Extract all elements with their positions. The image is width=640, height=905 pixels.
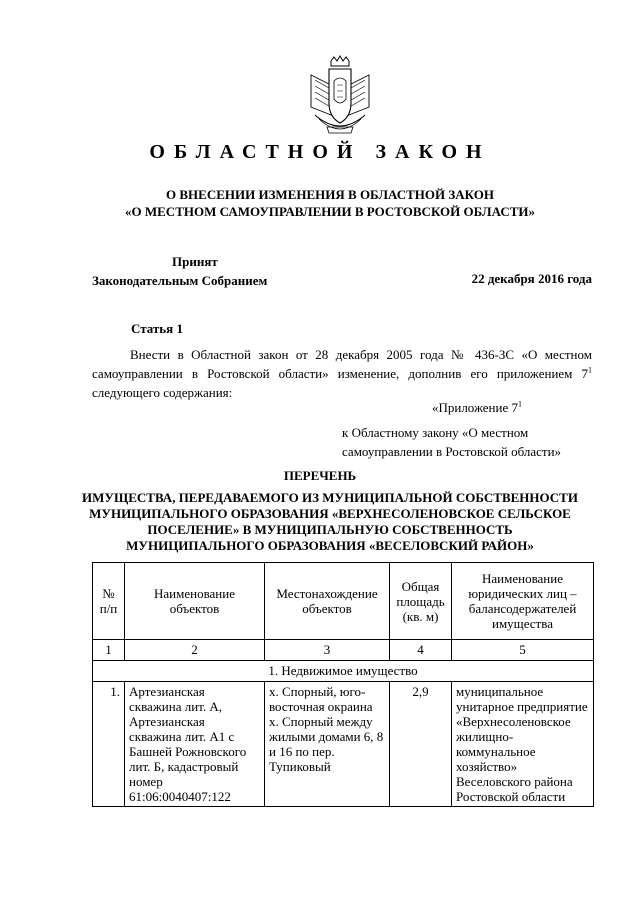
property-table <box>92 562 594 807</box>
law-subtitle <box>80 186 580 220</box>
column-number: 3 <box>265 640 390 661</box>
column-number-row <box>93 640 594 661</box>
column-header: Местонахождение объектов <box>265 563 390 640</box>
adoption-date: 22 декабря 2016 года <box>471 271 592 286</box>
column-header: № п/п <box>93 563 125 640</box>
object-area: 2,9 <box>390 682 452 807</box>
column-number: 2 <box>125 640 265 661</box>
column-header: Общая площадь (кв. м) <box>390 563 452 640</box>
column-number: 4 <box>390 640 452 661</box>
adoption-body: Законодательным Собранием <box>92 273 268 288</box>
list-desc-line: МУНИЦИПАЛЬНОГО ОБРАЗОВАНИЯ «ВЕРХНЕСОЛЕНОВСКОЕ СЕЛЬСКОЕ <box>89 506 571 521</box>
superscript: 1 <box>518 399 522 409</box>
column-header: Наименование юридических лиц – балансодержателей имущества <box>452 563 594 640</box>
object-name: Артезианская скважина лит. А, Артезианская скважина лит. А1 с Башней Рожновского лит. Б, кадастровый номер 61:06:0040407:122 <box>125 682 265 807</box>
annex-block <box>330 398 592 461</box>
list-desc-line: ПОСЕЛЕНИЕ» В МУНИЦИПАЛЬНУЮ СОБСТВЕННОСТЬ <box>147 522 513 537</box>
article-title: Статья 1 <box>131 321 183 336</box>
article-text-part: следующего содержания: <box>92 385 233 400</box>
section-title: 1. Недвижимое имущество <box>93 661 594 682</box>
object-location: х. Спорный, юго-восточная окраина х. Спорный между жилыми домами 6, 8 и 16 по пер. Тупиковый <box>265 682 390 807</box>
table-row <box>93 682 594 807</box>
annex-reference: к Областному закону «О местном <box>342 425 529 440</box>
subtitle-line: О ВНЕСЕНИИ ИЗМЕНЕНИЯ В ОБЛАСТНОЙ ЗАКОН <box>166 187 494 202</box>
article-text <box>92 345 592 402</box>
list-heading: ПЕРЕЧЕНЬ <box>283 468 357 483</box>
column-header: Наименование объектов <box>125 563 265 640</box>
table-header-row <box>93 563 594 640</box>
balance-holder: муниципальное унитарное предприятие «Верхнесоленовское жилищно-коммунальное хозяйство» Веселовского района Ростовской области <box>452 682 594 807</box>
coat-of-arms-icon <box>301 55 379 141</box>
annex-title <box>330 398 592 417</box>
subtitle-line: «О МЕСТНОМ САМОУПРАВЛЕНИИ В РОСТОВСКОЙ ОБЛАСТИ» <box>125 204 535 219</box>
article-text-part: Внести в Областной закон от 28 декабря 2005 года № 436-ЗС «О местном самоуправлении в Ростовской области» изменение, дополнив его приложением 7 <box>92 347 592 381</box>
row-number: 1. <box>93 682 125 807</box>
column-number: 5 <box>452 640 594 661</box>
annex-title-text: «Приложение 7 <box>431 400 518 415</box>
law-title: ОБЛАСТНОЙ ЗАКОН <box>149 141 491 163</box>
annex-reference: самоуправлении в Ростовской области» <box>342 444 562 459</box>
list-desc-line: ИМУЩЕСТВА, ПЕРЕДАВАЕМОГО ИЗ МУНИЦИПАЛЬНОЙ СОБСТВЕННОСТИ <box>82 490 578 505</box>
list-description <box>80 490 580 554</box>
adoption-block <box>92 252 352 290</box>
list-desc-line: МУНИЦИПАЛЬНОГО ОБРАЗОВАНИЯ «ВЕСЕЛОВСКИЙ РАЙОН» <box>126 538 534 553</box>
superscript: 1 <box>588 365 592 375</box>
column-number: 1 <box>93 640 125 661</box>
section-row <box>93 661 594 682</box>
adoption-line: Принят <box>172 254 218 269</box>
